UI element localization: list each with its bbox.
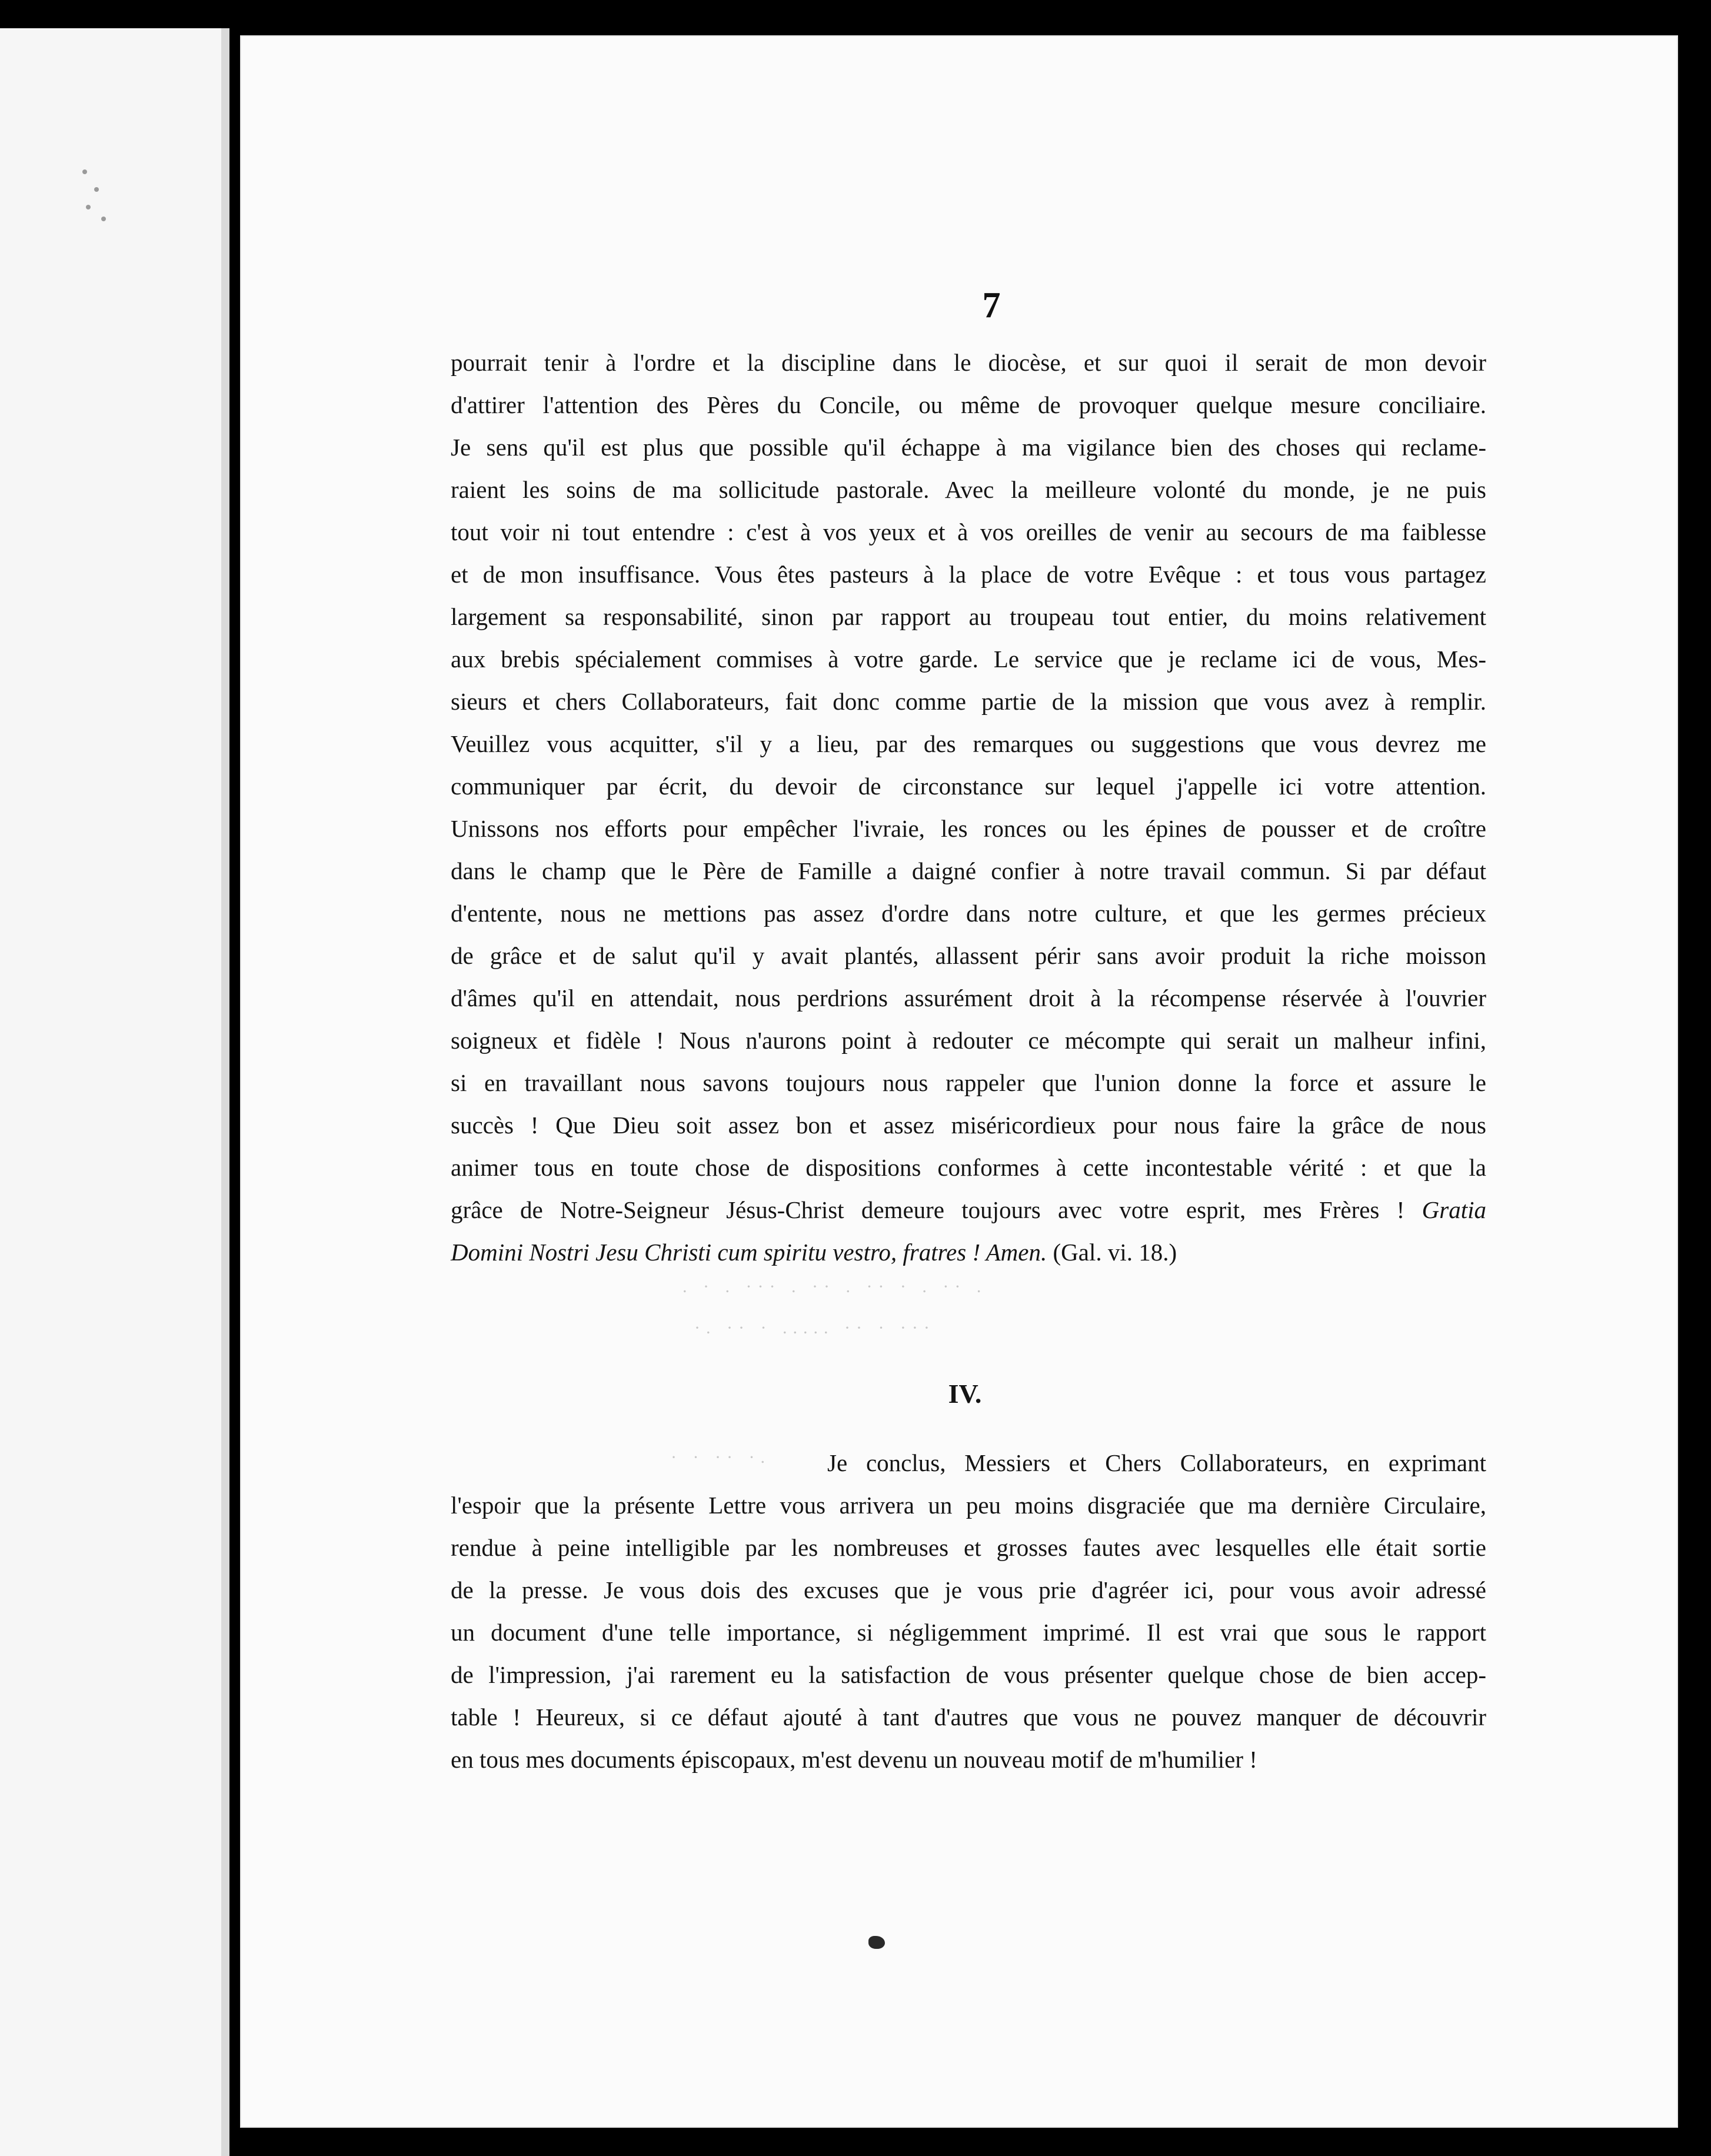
- text-line: de grâce et de salut qu'il y avait plantés, allassent périr sans avoir produit la riche moisson: [451, 942, 1486, 969]
- ink-blot: [868, 1936, 885, 1949]
- text-line: communiquer par écrit, du devoir de circonstance sur lequel j'appelle ici votre attention.: [451, 773, 1486, 800]
- text-line: d'entente, nous ne mettions pas assez d'ordre dans notre culture, et que les germes précieux: [451, 900, 1486, 927]
- text-line: pourrait tenir à l'ordre et la discipline dans le diocèse, et sur quoi il serait de mon devoir: [451, 349, 1486, 376]
- text-line: de l'impression, j'ai rarement eu la satisfaction de vous présenter quelque chose de bien accep-: [451, 1661, 1486, 1688]
- latin-quote: Domini Nostri Jesu Christi cum spiritu vestro, fratres ! Amen.: [451, 1239, 1047, 1266]
- text-line: rendue à peine intelligible par les nombreuses et grosses fautes avec lesquelles elle était sortie: [451, 1534, 1486, 1561]
- text-line: de la presse. Je vous dois des excuses que je vous prie d'agréer ici, pour vous avoir adressé: [451, 1576, 1486, 1603]
- text-line: sieurs et chers Collaborateurs, fait donc comme partie de la mission que vous avez à remplir.: [451, 688, 1486, 715]
- text-line: succès ! Que Dieu soit assez bon et assez miséricordieux pour nous faire la grâce de nous: [451, 1112, 1486, 1139]
- text-line: largement sa responsabilité, sinon par rapport au troupeau tout entier, du moins relativement: [451, 603, 1486, 630]
- text-line: si en travaillant nous savons toujours nous rappeler que l'union donne la force et assure le: [451, 1069, 1486, 1096]
- latin-quote-start: Gratia: [1422, 1196, 1487, 1223]
- bleed-through-dots: · · ·· ·.: [671, 1448, 771, 1467]
- text-line: table ! Heureux, si ce défaut ajouté à tant d'autres que vous ne pouvez manquer de découvrir: [451, 1703, 1486, 1731]
- text-line: l'espoir que la présente Lettre vous arrivera un peu moins disgraciée que ma dernière Circulaire,: [451, 1492, 1486, 1519]
- body-paragraph-continuation: [451, 341, 1486, 1273]
- text-line: d'attirer l'attention des Pères du Concile, ou même de provoquer quelque mesure conciliaire.: [451, 391, 1486, 418]
- text-line: en tous mes documents épiscopaux, m'est devenu un nouveau motif de m'humilier !: [451, 1746, 1257, 1773]
- scripture-reference: (Gal. vi. 18.): [1053, 1239, 1177, 1266]
- text-line: aux brebis spécialement commises à votre garde. Le service que je reclame ici de vous, Mes-: [451, 646, 1486, 673]
- text-line: Veuillez vous acquitter, s'il y a lieu, par des remarques ou suggestions que vous devrez me: [451, 730, 1486, 757]
- text-line: [451, 1189, 1486, 1231]
- text-line: soigneux et fidèle ! Nous n'aurons point à redouter ce mécompte qui serait un malheur infini,: [451, 1027, 1486, 1054]
- text-line: Je sens qu'il est plus que possible qu'il échappe à ma vigilance bien des choses qui reclame-: [451, 434, 1486, 461]
- facing-page-edge: [0, 28, 229, 2156]
- text-line: un document d'une telle importance, si négligemment imprimé. Il est vrai que sous le rapport: [451, 1619, 1486, 1646]
- ink-speck: [101, 217, 106, 221]
- ink-speck: [82, 169, 87, 174]
- text-line: raient les soins de ma sollicitude pastorale. Avec la meilleure volonté du monde, je ne puis: [451, 476, 1486, 503]
- ink-speck: [86, 205, 91, 209]
- text-line: et de mon insuffisance. Vous êtes pasteurs à la place de votre Evêque : et tous vous partagez: [451, 561, 1486, 588]
- text-line: d'âmes qu'il en attendait, nous perdrions assurément droit à la récompense réservée à l'ouvrier: [451, 984, 1486, 1012]
- bleed-through-dots: ·. ·· · ..... ·· · ···: [694, 1318, 936, 1337]
- text-line: Unissons nos efforts pour empêcher l'ivraie, les ronces ou les épines de pousser et de croître: [451, 815, 1486, 842]
- text-line: animer tous en toute chose de dispositions conformes à cette incontestable vérité : et que la: [451, 1154, 1486, 1181]
- ink-speck: [94, 187, 99, 192]
- body-paragraph-conclusion: [451, 1442, 1486, 1781]
- section-heading: IV.: [948, 1379, 982, 1409]
- bleed-through-dots: . · . ··· . ·· . ·· · . ·· .: [683, 1277, 987, 1296]
- text-line: tout voir ni tout entendre : c'est à vos yeux et à vos oreilles de venir au secours de ma faiblesse: [451, 518, 1486, 545]
- text-line: dans le champ que le Père de Famille a daigné confier à notre travail commun. Si par défaut: [451, 857, 1486, 884]
- text-line: Je conclus, Messiers et Chers Collaborateurs, en exprimant: [827, 1449, 1486, 1476]
- text-line-main: grâce de Notre-Seigneur Jésus-Christ demeure toujours avec votre esprit, mes Frères !: [451, 1196, 1405, 1223]
- text-line-final: [451, 1231, 1486, 1273]
- page-number: 7: [982, 285, 1001, 325]
